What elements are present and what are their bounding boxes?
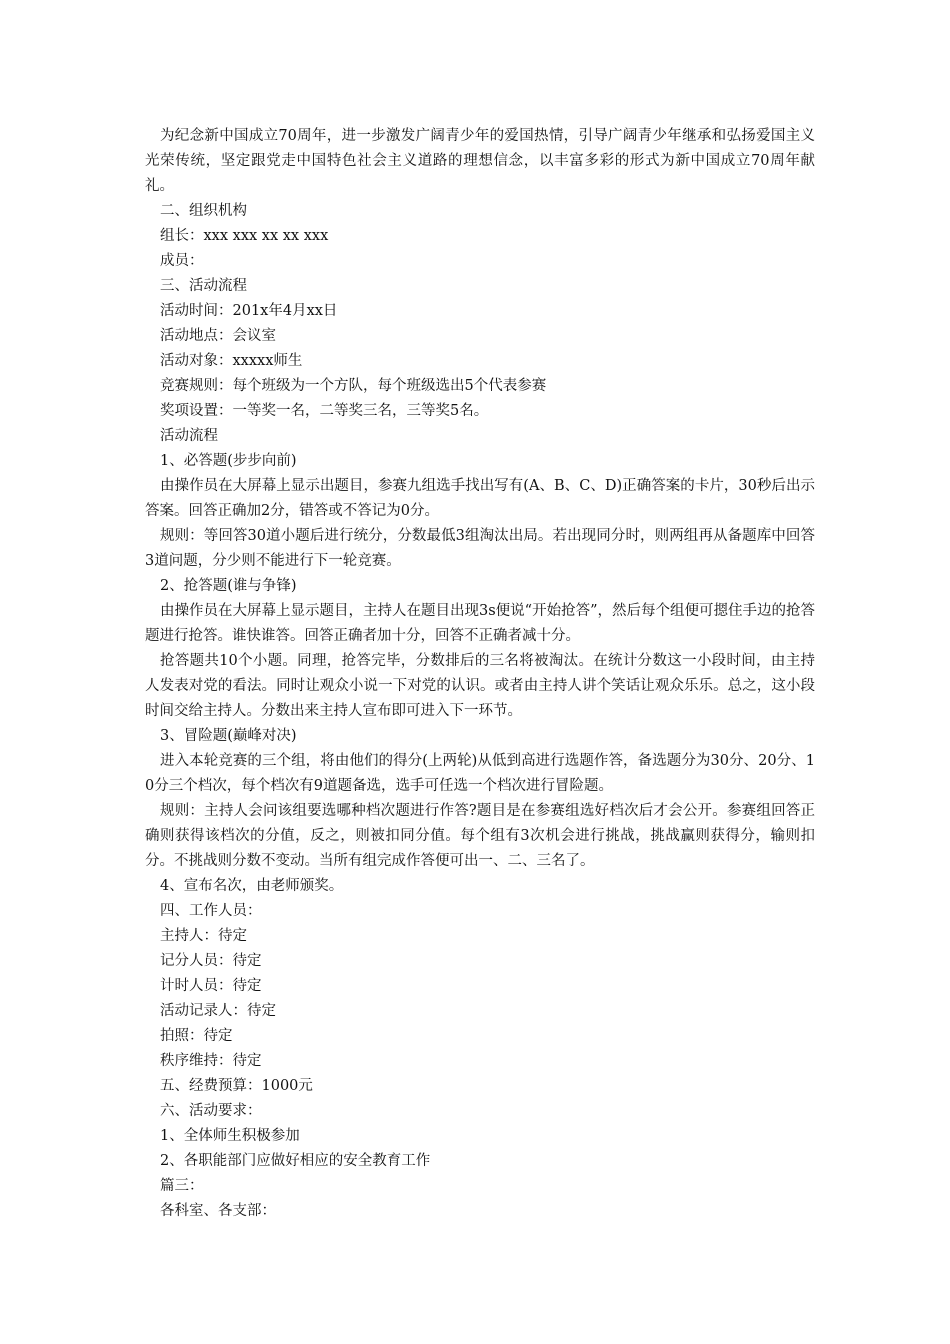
leader-line: 组长：xxx xxx xx xx xxx [160,228,329,244]
section-heading-process: 三、活动流程 [160,278,247,294]
salutation-line: 各科室、各支部： [160,1203,276,1219]
document-body [145,124,815,1224]
section-heading-budget: 五、经费预算：1000元 [160,1078,313,1094]
ranking-announcement: 4、宣布名次，由老师颁奖。 [160,878,344,894]
process-subheading: 活动流程 [160,428,218,444]
staff-recorder: 活动记录人：待定 [160,1003,276,1019]
awards-line: 奖项设置：一等奖一名，二等奖三名，三等奖5名。 [160,403,489,419]
section-heading-staff: 四、工作人员： [160,903,262,919]
activity-target-line: 活动对象：xxxxx师生 [160,353,303,369]
round2-details: 抢答题共10个小题。同理，抢答完毕，分数排后的三名将被淘汰。在统计分数这一小段时间，由主持人发表对党的看法。同时让观众小说一下对党的认识。或者由主持人讲个笑话让观众乐乐。总之，这小段时间交给主持人。分数出来主持人宣布即可进入下一环节。 [145,653,815,719]
round2-heading: 2、抢答题(谁与争锋) [160,578,297,594]
round2-description: 由操作员在大屏幕上显示题目，主持人在题目出现3s便说“开始抢答”，然后每个组便可摁住手边的抢答题进行抢答。谁快谁答。回答正确者加十分，回答不正确者减十分。 [145,603,815,644]
staff-host: 主持人：待定 [160,928,247,944]
members-line: 成员： [160,253,204,269]
section-heading-requirements: 六、活动要求： [160,1103,262,1119]
round3-rules: 规则：主持人会问该组要选哪种档次题进行作答?题目是在参赛组选好档次后才会公开。参赛组回答正确则获得该档次的分值，反之，则被扣同分值。每个组有3次机会进行挑战，挑战赢则获得分，输则扣分。不挑战则分数不变动。当所有组完成作答便可出一、二、三名了。 [145,803,815,869]
section-heading-organization: 二、组织机构 [160,203,247,219]
requirement-2: 2、各职能部门应做好相应的安全教育工作 [160,1153,431,1169]
activity-time-line: 活动时间：201x年4月xx日 [160,303,338,319]
competition-rules-line: 竞赛规则：每个班级为一个方队，每个班级选出5个代表参赛 [160,378,547,394]
round1-heading: 1、必答题(步步向前) [160,453,297,469]
round3-heading: 3、冒险题(巅峰对决) [160,728,297,744]
requirement-1: 1、全体师生积极参加 [160,1128,300,1144]
round1-rules: 规则：等回答30道小题后进行统分，分数最低3组淘汰出局。若出现同分时，则两组再从备题库中回答3道问题，分少则不能进行下一轮竞赛。 [145,528,815,569]
staff-timer: 计时人员：待定 [160,978,262,994]
round3-description: 进入本轮竞赛的三个组，将由他们的得分(上两轮)从低到高进行选题作答，备选题分为30分、20分、10分三个档次，每个档次有9道题备选，选手可任选一个档次进行冒险题。 [145,753,815,794]
part-three-heading: 篇三： [160,1178,204,1194]
staff-order: 秩序维持：待定 [160,1053,262,1069]
staff-scorer: 记分人员：待定 [160,953,262,969]
intro-paragraph: 为纪念新中国成立70周年，进一步激发广阔青少年的爱国热情，引导广阔青少年继承和弘扬爱国主义光荣传统，坚定跟党走中国特色社会主义道路的理想信念，以丰富多彩的形式为新中国成立70周年献礼。 [145,128,815,194]
activity-location-line: 活动地点：会议室 [160,328,276,344]
round1-description: 由操作员在大屏幕上显示出题目，参赛九组选手找出写有(A、B、C、D)正确答案的卡片，30秒后出示答案。回答正确加2分，错答或不答记为0分。 [145,478,815,519]
staff-photographer: 拍照：待定 [160,1028,233,1044]
